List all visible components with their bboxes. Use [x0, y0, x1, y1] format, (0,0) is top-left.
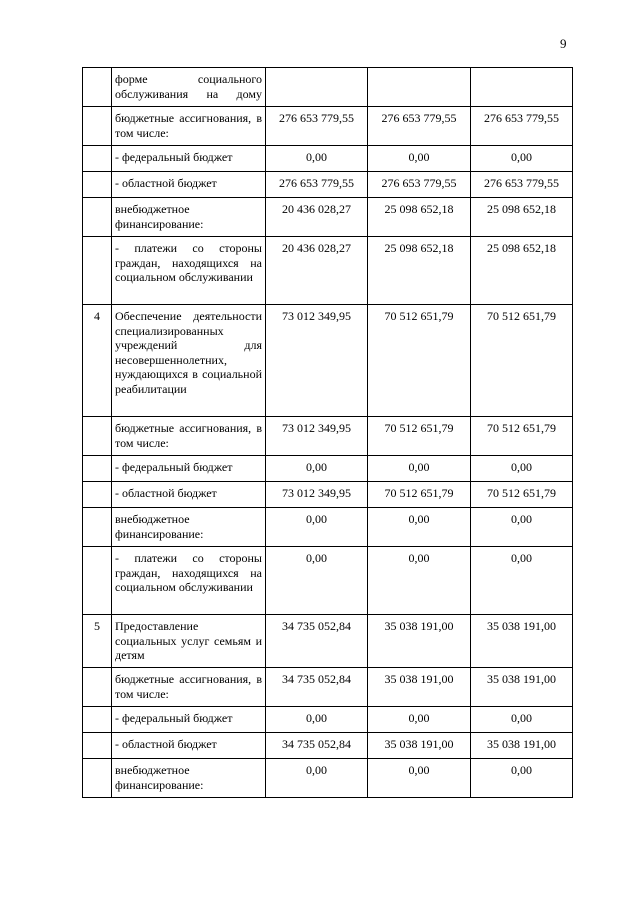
- table-row: [83, 172, 573, 198]
- value-year-3: 0,00: [471, 759, 573, 798]
- value-year-3: 70 512 651,79: [471, 305, 573, 417]
- table-row: [83, 668, 573, 707]
- table-row: [83, 198, 573, 237]
- value-year-1: 73 012 349,95: [266, 305, 368, 417]
- value-year-1: 0,00: [266, 547, 368, 615]
- value-year-3: 0,00: [471, 707, 573, 733]
- value-year-3: 0,00: [471, 146, 573, 172]
- row-number: [83, 508, 112, 547]
- table-row: [83, 305, 573, 417]
- table-row: [83, 547, 573, 615]
- row-number: [83, 733, 112, 759]
- row-number: [83, 146, 112, 172]
- table-row: [83, 508, 573, 547]
- row-number: 4: [83, 305, 112, 417]
- table-row: [83, 482, 573, 508]
- value-year-2: 0,00: [368, 456, 471, 482]
- value-year-2: 0,00: [368, 547, 471, 615]
- value-year-2: 70 512 651,79: [368, 482, 471, 508]
- value-year-1: 73 012 349,95: [266, 417, 368, 456]
- value-year-2: 70 512 651,79: [368, 305, 471, 417]
- table-row: [83, 417, 573, 456]
- row-name: - областной бюджет: [112, 733, 266, 759]
- row-number: [83, 198, 112, 237]
- value-year-2: [368, 68, 471, 107]
- value-year-3: 0,00: [471, 547, 573, 615]
- value-year-1: 20 436 028,27: [266, 237, 368, 305]
- value-year-3: 35 038 191,00: [471, 733, 573, 759]
- value-year-2: 70 512 651,79: [368, 417, 471, 456]
- table-row: [83, 237, 573, 305]
- table-row: [83, 707, 573, 733]
- row-name: - областной бюджет: [112, 172, 266, 198]
- value-year-1: 34 735 052,84: [266, 615, 368, 668]
- table-row: [83, 146, 573, 172]
- row-name: - федеральный бюджет: [112, 707, 266, 733]
- row-number: [83, 417, 112, 456]
- value-year-3: 0,00: [471, 456, 573, 482]
- value-year-1: 34 735 052,84: [266, 733, 368, 759]
- value-year-1: 0,00: [266, 456, 368, 482]
- value-year-2: 0,00: [368, 707, 471, 733]
- value-year-1: 0,00: [266, 707, 368, 733]
- value-year-3: [471, 68, 573, 107]
- row-name: внебюджетное финансирование:: [112, 759, 266, 798]
- value-year-1: [266, 68, 368, 107]
- row-name: форме социального обслуживания на дому: [112, 68, 266, 107]
- value-year-3: 0,00: [471, 508, 573, 547]
- table-row: [83, 456, 573, 482]
- table-row: [83, 107, 573, 146]
- table-row: [83, 615, 573, 668]
- value-year-1: 276 653 779,55: [266, 107, 368, 146]
- page-number: 9: [560, 36, 567, 51]
- row-number: [83, 707, 112, 733]
- value-year-2: 35 038 191,00: [368, 615, 471, 668]
- row-name: внебюджетное финансирование:: [112, 198, 266, 237]
- row-number: [83, 172, 112, 198]
- value-year-3: 276 653 779,55: [471, 107, 573, 146]
- value-year-3: 25 098 652,18: [471, 198, 573, 237]
- row-number: 5: [83, 615, 112, 668]
- row-name: бюджетные ассигнования, в том числе:: [112, 417, 266, 456]
- budget-table: [82, 67, 573, 798]
- row-name: внебюджетное финансирование:: [112, 508, 266, 547]
- value-year-2: 35 038 191,00: [368, 668, 471, 707]
- row-name: Предоставление социальных услуг семьям и детям: [112, 615, 266, 668]
- row-number: [83, 107, 112, 146]
- value-year-3: 276 653 779,55: [471, 172, 573, 198]
- value-year-3: 70 512 651,79: [471, 482, 573, 508]
- value-year-2: 276 653 779,55: [368, 107, 471, 146]
- row-number: [83, 547, 112, 615]
- value-year-1: 34 735 052,84: [266, 668, 368, 707]
- row-name: бюджетные ассигнования, в том числе:: [112, 668, 266, 707]
- value-year-1: 0,00: [266, 508, 368, 547]
- value-year-2: 0,00: [368, 759, 471, 798]
- table-row: [83, 759, 573, 798]
- value-year-1: 0,00: [266, 146, 368, 172]
- value-year-3: 35 038 191,00: [471, 668, 573, 707]
- value-year-3: 70 512 651,79: [471, 417, 573, 456]
- value-year-1: 20 436 028,27: [266, 198, 368, 237]
- row-number: [83, 237, 112, 305]
- row-name: - платежи со стороны граждан, находящихся на социальном обслуживании: [112, 547, 266, 615]
- row-number: [83, 759, 112, 798]
- value-year-1: 276 653 779,55: [266, 172, 368, 198]
- value-year-2: 25 098 652,18: [368, 237, 471, 305]
- value-year-1: 0,00: [266, 759, 368, 798]
- value-year-2: 25 098 652,18: [368, 198, 471, 237]
- row-number: [83, 482, 112, 508]
- row-number: [83, 668, 112, 707]
- row-name: - федеральный бюджет: [112, 146, 266, 172]
- row-number: [83, 68, 112, 107]
- row-name: - областной бюджет: [112, 482, 266, 508]
- value-year-1: 73 012 349,95: [266, 482, 368, 508]
- value-year-2: 0,00: [368, 146, 471, 172]
- value-year-2: 35 038 191,00: [368, 733, 471, 759]
- value-year-2: 0,00: [368, 508, 471, 547]
- value-year-2: 276 653 779,55: [368, 172, 471, 198]
- row-name: - федеральный бюджет: [112, 456, 266, 482]
- value-year-3: 35 038 191,00: [471, 615, 573, 668]
- row-name: Обеспечение деятельности специализированных учреждений для несовершеннолетних, нуждающихся в социальной реабилитации: [112, 305, 266, 417]
- row-number: [83, 456, 112, 482]
- table-row: [83, 68, 573, 107]
- table-row: [83, 733, 573, 759]
- row-name: бюджетные ассигнования, в том числе:: [112, 107, 266, 146]
- row-name: - платежи со стороны граждан, находящихся на социальном обслуживании: [112, 237, 266, 305]
- value-year-3: 25 098 652,18: [471, 237, 573, 305]
